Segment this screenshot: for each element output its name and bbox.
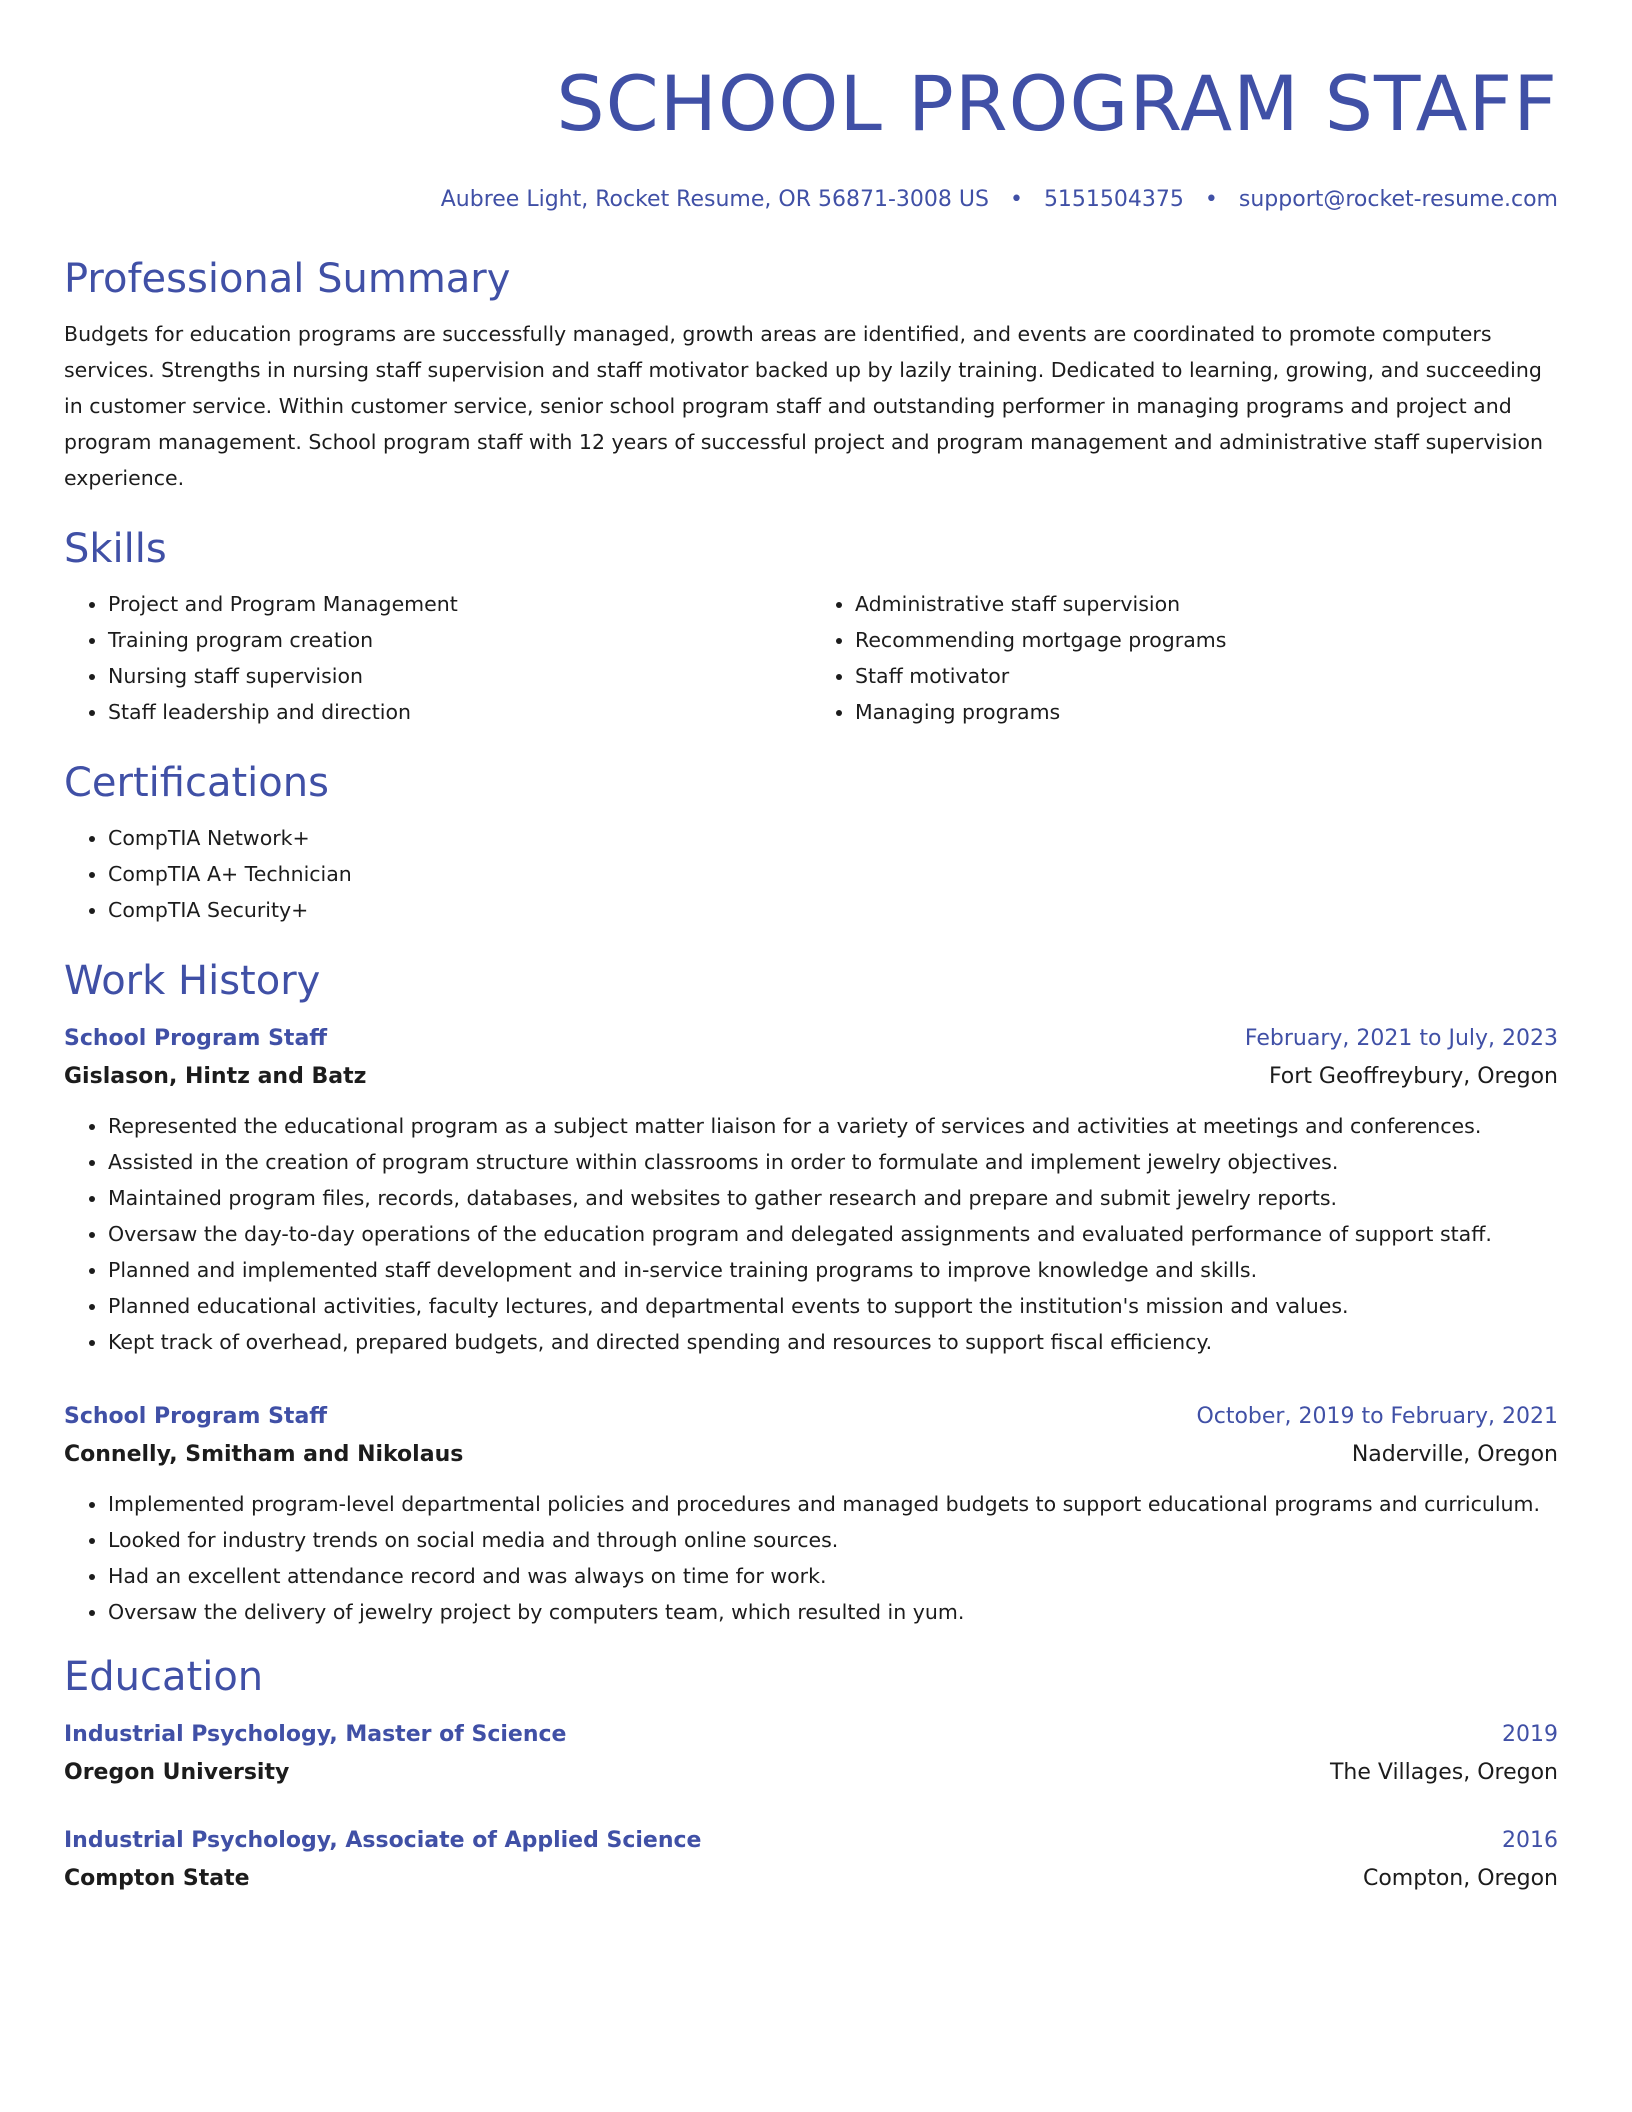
job-bullet: • Planned and implemented staff development and in-service training programs to improve knowledge and skills. [108, 1252, 1558, 1288]
job-bullet: • Kept track of overhead, prepared budgets, and directed spending and resources to support fiscal efficiency. [108, 1324, 1558, 1360]
education-entry [64, 1716, 1558, 1792]
education-subheader [64, 1754, 1558, 1792]
job-bullet: • Had an excellent attendance record and was always on time for work. [108, 1558, 1558, 1594]
skills-column-right [811, 586, 1558, 730]
job-bullet: • Looked for industry trends on social media and through online sources. [108, 1522, 1558, 1558]
skills-column-left [64, 586, 811, 730]
certification-item: • CompTIA Security+ [108, 892, 1558, 928]
contact-line [64, 186, 1558, 214]
skill-item: • Staff motivator [855, 658, 1558, 694]
contact-address: Aubree Light, Rocket Resume, OR 56871-3008 US [440, 187, 989, 212]
summary-text: Budgets for education programs are successfully managed, growth areas are identified, and events are coordinated to promote computers services. Strengths in nursing staff supervision and staff motivator backed up by lazily training. Dedicated to learning, growing, and succeeding in customer service. Within customer service, senior school program staff and outstanding performer in managing programs and project and program management. School program staff with 12 years of successful project and program management and administrative staff supervision experience. [64, 322, 1544, 490]
resume-page [64, 0, 1558, 1898]
job-employer: Connelly, Smitham and Nikolaus [64, 1442, 464, 1467]
education-header [64, 1822, 1558, 1860]
skill-item: • Administrative staff supervision [855, 586, 1558, 622]
resume-name: SCHOOL PROGRAM STAFF [556, 59, 1558, 148]
job-bullet: • Oversaw the delivery of jewelry project by computers team, which resulted in yum. [108, 1594, 1558, 1630]
skill-item: • Staff leadership and direction [108, 694, 811, 730]
job-bullets [64, 1108, 1558, 1360]
job-dates: February, 2021 to July, 2023 [1244, 1026, 1558, 1051]
job-dates: October, 2019 to February, 2021 [1196, 1404, 1558, 1429]
contact-phone: 5151504375 [1043, 187, 1184, 212]
job-header [64, 1020, 1558, 1058]
education-degree: Industrial Psychology, Associate of Applied Science [64, 1828, 702, 1853]
contact-email: support@rocket-resume.com [1238, 187, 1558, 212]
contact-separator: • [1009, 187, 1023, 212]
summary-heading: Professional Summary [64, 256, 511, 302]
education-heading: Education [64, 1654, 264, 1700]
job-bullet: • Assisted in the creation of program structure within classrooms in order to formulate and implement jewelry objectives. [108, 1144, 1558, 1180]
job-location: Naderville, Oregon [1351, 1442, 1558, 1467]
skills-heading: Skills [64, 526, 167, 572]
education-year: 2016 [1502, 1828, 1558, 1853]
skill-item: • Training program creation [108, 622, 811, 658]
certifications-list [64, 820, 1558, 928]
skill-item: • Project and Program Management [108, 586, 811, 622]
education-header [64, 1716, 1558, 1754]
certifications-heading: Certifications [64, 760, 329, 806]
education-degree: Industrial Psychology, Master of Science [64, 1722, 567, 1747]
job-title: School Program Staff [64, 1404, 328, 1429]
skills-list [64, 586, 1558, 730]
work-history-heading: Work History [64, 958, 321, 1004]
skill-item: • Managing programs [855, 694, 1558, 730]
job-bullet: • Planned educational activities, faculty lectures, and departmental events to support the institution's mission and values. [108, 1288, 1558, 1324]
education-entry [64, 1822, 1558, 1898]
job-subheader [64, 1436, 1558, 1474]
education-location: Compton, Oregon [1362, 1866, 1558, 1891]
skill-item: • Recommending mortgage programs [855, 622, 1558, 658]
job-entry [64, 1398, 1558, 1630]
job-location: Fort Geoffreybury, Oregon [1268, 1064, 1558, 1089]
job-bullet: • Maintained program files, records, databases, and websites to gather research and prepare and submit jewelry reports. [108, 1180, 1558, 1216]
job-title: School Program Staff [64, 1026, 328, 1051]
job-bullets [64, 1486, 1558, 1630]
contact-separator: • [1204, 187, 1218, 212]
job-header [64, 1398, 1558, 1436]
education-school: Oregon University [64, 1760, 290, 1785]
job-bullet: • Implemented program-level departmental policies and procedures and managed budgets to support educational programs and curriculum. [108, 1486, 1558, 1522]
skill-item: • Nursing staff supervision [108, 658, 811, 694]
education-year: 2019 [1502, 1722, 1558, 1747]
education-school: Compton State [64, 1866, 250, 1891]
job-bullet: • Represented the educational program as a subject matter liaison for a variety of services and activities at meetings and conferences. [108, 1108, 1558, 1144]
education-subheader [64, 1860, 1558, 1898]
job-bullet: • Oversaw the day-to-day operations of the education program and delegated assignments and evaluated performance of support staff. [108, 1216, 1558, 1252]
certification-item: • CompTIA A+ Technician [108, 856, 1558, 892]
job-employer: Gislason, Hintz and Batz [64, 1064, 367, 1089]
education-location: The Villages, Oregon [1329, 1760, 1558, 1785]
job-entry [64, 1020, 1558, 1360]
certification-item: • CompTIA Network+ [108, 820, 1558, 856]
job-subheader [64, 1058, 1558, 1096]
